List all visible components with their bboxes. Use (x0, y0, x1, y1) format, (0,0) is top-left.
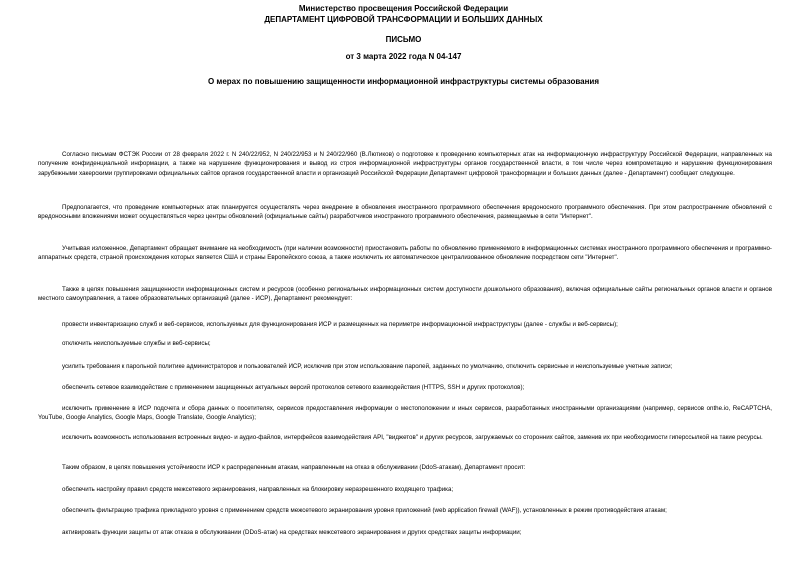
document-date-number: от 3 марта 2022 года N 04-147 (345, 52, 462, 61)
paragraph-recommendations-intro: Также в целях повышения защищенности информационных систем и ресурсов (особенно региональных информационных систем доступности дошкольного образования), включая официальные сайты региональных органов власти и органов местного самоуправления, а также образовательных организаций (далее - ИСР), Департамент рекомендует: (38, 286, 772, 303)
recommendation-item: провести инвентаризацию служб и веб-сервисов, используемых для функционирования ИСР и размещенных на периметре информационной инфраструктуры (далее - службы и веб-сервисы); (62, 321, 618, 328)
document-type: ПИСЬМО (385, 35, 422, 44)
document-subject: О мерах по повышению защищенности информационной инфраструктуры системы образования (207, 77, 600, 86)
recommendation-item: отключить неиспользуемые службы и веб-сервисы; (62, 340, 211, 347)
paragraph-attack-method: Предполагается, что проведение компьютерных атак планируется осуществлять через внедрение в обновления иностранного программного обеспечения вредоносного программного обеспечения. При этом распространение обновлений с вредоносными вложениями может осуществляться через центры обновлений (официальные сайты) разработчиков иностранного программного обеспечения, размещаемые в сети "Интернет". (38, 204, 772, 221)
paragraph-ddos-request: Таким образом, в целях повышения устойчивости ИСР к распределенным атакам, направленным на отказ в обслуживании (DdoS-атакам), Департамент просит: (62, 464, 526, 471)
request-item: обеспечить фильтрацию трафика прикладного уровня с применением средств межсетевого экранирования уровня приложений (web application firewall (WAF)), установленных в режим противодействия атакам; (62, 507, 667, 514)
paragraph-suspend-updates: Учитывая изложенное, Департамент обращает внимание на необходимость (при наличии возможности) приостановить работы по обновлению применяемого в информационных системах иностранного программного обеспечения и программно-аппаратных средств, страной происхождения которых является США и страны Европейского союза, а также исключить их автоматическое централизованное обновление посредством сети "Интернет". (38, 245, 772, 262)
recommendation-item: усилить требования к парольной политике администраторов и пользователей ИСР, исключив при этом использование паролей, заданных по умолчанию, отключить сервисные и неиспользуемые учетные записи; (62, 363, 673, 370)
recommendation-item: обеспечить сетевое взаимодействие с применением защищенных актуальных версий протоколов сетевого взаимодействия (HTTPS, SSH и других протоколов); (62, 384, 525, 391)
request-item: активировать функции защиты от атак отказа в обслуживании (DDoS-атак) на средствах межсетевого экранирования и других средствах защиты информации; (62, 529, 522, 536)
request-item: обеспечить настройку правил средств межсетевого экранирования, направленных на блокировку неразрешенного входящего трафика; (62, 486, 454, 493)
paragraph-intro: Согласно письмам ФСТЭК России от 28 февраля 2022 г. N 240/22/952, N 240/22/953 и N 240/22/960 (В.Лютиков) о подготовке к проведению компьютерных атак на информационную инфраструктуру Российской Федерации, направленных на получение конфиденциальной информации, а также на нарушение функционирования и вывод из строя информационной инфраструктуры органов государственной власти, в том числе через компрометацию и нарушение функционирования зарубежными хакерскими группировками официальных сайтов органов государственной власти и организаций Российской Федерации Департамент цифровой трансформации и больших данных (далее - Департамент) сообщает следующее. (38, 151, 772, 177)
recommendation-item: исключить возможность использования встроенных видео- и аудио-файлов, интерфейсов взаимодействия API, "виджетов" и других ресурсов, загружаемых со сторонних сайтов, заменив их при необходимости гиперссылкой на такие ресурсы. (62, 434, 763, 441)
recommendation-item: исключить применение в ИСР подсчета и сбора данных о посетителях, сервисов предоставления информации о местоположении и иных сервисов, разработанных иностранными организациями (например, сервисов onthe.io, ReCAPTCHA, YouTube, Google Analytics, Google Maps, Google Translate, Google Analytics); (38, 405, 772, 422)
department-name: ДЕПАРТАМЕНТ ЦИФРОВОЙ ТРАНСФОРМАЦИИ И БОЛЬШИХ ДАННЫХ (264, 15, 543, 24)
ministry-name: Министерство просвещения Российской Федерации (298, 4, 509, 13)
